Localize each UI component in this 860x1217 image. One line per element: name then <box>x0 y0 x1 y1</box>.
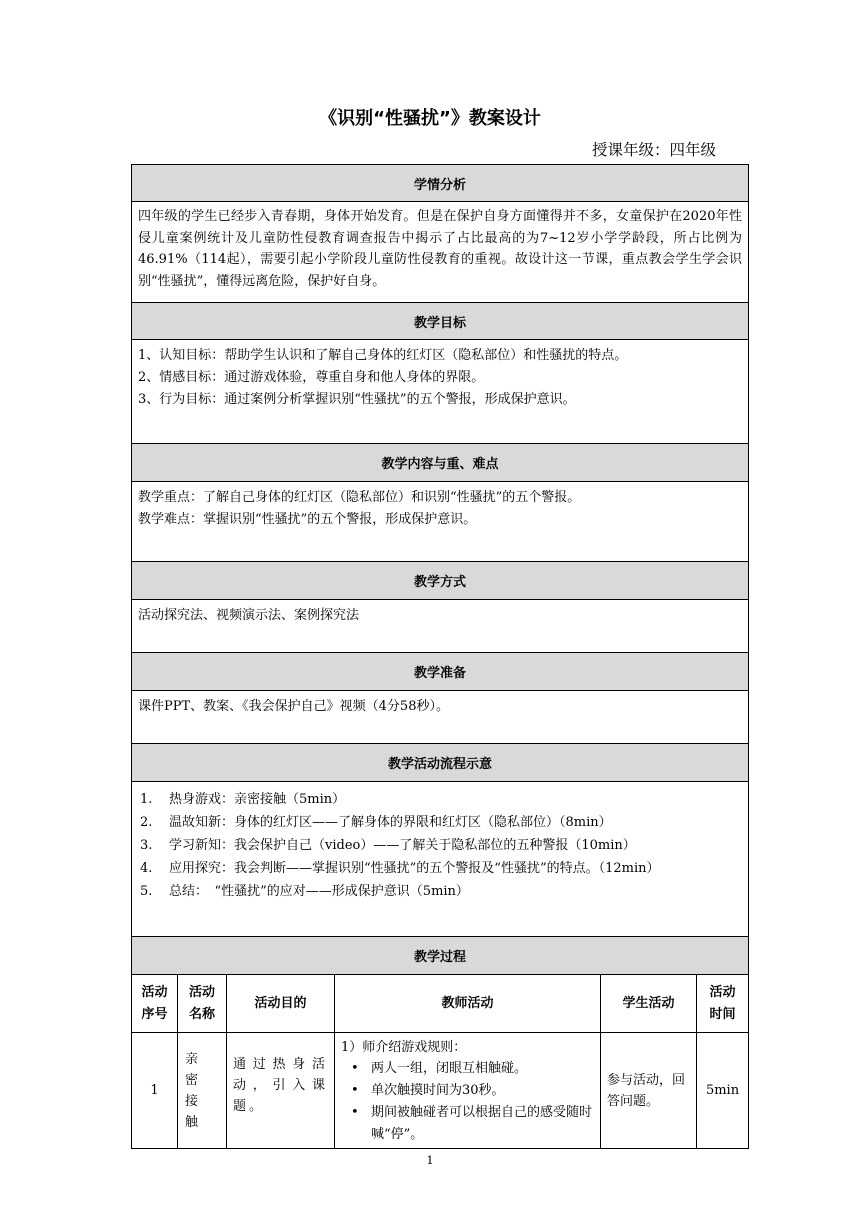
goal-item: 2、情感目标：通过游戏体验，尊重自身和他人身体的界限。 <box>138 370 485 385</box>
section-header-methods: 教学方式 <box>132 562 749 600</box>
row-purpose: 通过热身活动，引入课题。 <box>227 1033 335 1149</box>
goals-cell <box>132 340 749 444</box>
methods-text: 活动探究法、视频演示法、案例探究法 <box>138 608 360 623</box>
flow-item: 1. 热身游戏：亲密接触（5min） <box>140 792 346 807</box>
flow-item: 2. 温故知新：身体的红灯区——了解身体的界限和红灯区（隐私部位）（8min） <box>140 815 612 830</box>
col-header-name: 活动名称 <box>178 975 227 1033</box>
prep-cell <box>132 691 749 744</box>
flow-item: 5. 总结： “性骚扰”的应对——形成保护意识（5min） <box>140 884 469 899</box>
flow-item: 4. 应用探究：我会判断——掌握识别“性骚扰”的五个警报及“性骚扰”的特点。（12min） <box>140 861 660 876</box>
goal-item: 3、行为目标：通过案例分析掌握识别“性骚扰”的五个警报，形成保护意识。 <box>138 392 576 407</box>
methods-cell <box>132 600 749 653</box>
flow-item: 3. 学习新知：我会保护自己（video）——了解关于隐私部位的五种警报（10min） <box>140 838 636 853</box>
difficult-point: 教学难点：掌握识别“性骚扰”的五个警报，形成保护意识。 <box>138 512 477 527</box>
flow-cell <box>132 782 749 937</box>
page-number: 1 <box>426 1154 434 1167</box>
prep-text: 课件PPT、教案、《我会保护自己》视频（4分58秒）。 <box>138 699 449 714</box>
row-teacher-activity <box>335 1033 601 1149</box>
analysis-cell <box>132 202 749 303</box>
key-point: 教学重点：了解自己身体的红灯区（隐私部位）和识别“性骚扰”的五个警报。 <box>138 490 581 505</box>
col-header-teacher: 教师活动 <box>335 975 601 1033</box>
grade-label: 授课年级：四年级 <box>592 141 717 159</box>
keypoints-cell <box>132 482 749 562</box>
teacher-bullet: • 两人一组，闭眼互相触碰。 <box>351 1061 528 1076</box>
teacher-bullet: • 期间被触碰者可以根据自己的感受随时喊“停”。 <box>351 1105 593 1142</box>
section-header-flow: 教学活动流程示意 <box>132 744 749 782</box>
section-header-goals: 教学目标 <box>132 303 749 340</box>
section-header-prep: 教学准备 <box>132 653 749 691</box>
col-header-time: 活动时间 <box>697 975 749 1033</box>
row-seq: 1 <box>132 1033 178 1149</box>
document-title: 《识别“性骚扰”》教案设计 <box>319 108 541 129</box>
section-header-keypoints: 教学内容与重、难点 <box>132 444 749 482</box>
col-header-purpose: 活动目的 <box>227 975 335 1033</box>
row-name: 亲密接触 <box>178 1033 227 1149</box>
lesson-plan-table <box>131 164 749 1149</box>
goal-item: 1、认知目标：帮助学生认识和了解自己身体的红灯区（隐私部位）和性骚扰的特点。 <box>138 348 628 363</box>
analysis-text: 四年级的学生已经步入青春期，身体开始发育。但是在保护自身方面懂得并不多，女童保护在2020年性侵儿童案例统计及儿童防性侵教育调查报告中揭示了占比最高的为7~12岁小学学龄段，所占比例为46.91%（114起），需要引起小学阶段儿童防性侵教育的重视。故设计这一节课，重点教会学生学会识别“性骚扰”，懂得远离危险，保护好自身。 <box>138 209 743 289</box>
table-row <box>132 1033 749 1149</box>
row-time: 5min <box>697 1033 749 1149</box>
col-header-student: 学生活动 <box>601 975 697 1033</box>
section-header-process: 教学过程 <box>132 937 749 975</box>
section-header-analysis: 学情分析 <box>132 165 749 202</box>
teacher-bullet: • 单次触摸时间为30秒。 <box>351 1083 505 1098</box>
col-header-seq: 活动序号 <box>132 975 178 1033</box>
teacher-intro: 1）师介绍游戏规则： <box>341 1040 467 1055</box>
row-student-activity: 参与活动，回答问题。 <box>601 1033 697 1149</box>
